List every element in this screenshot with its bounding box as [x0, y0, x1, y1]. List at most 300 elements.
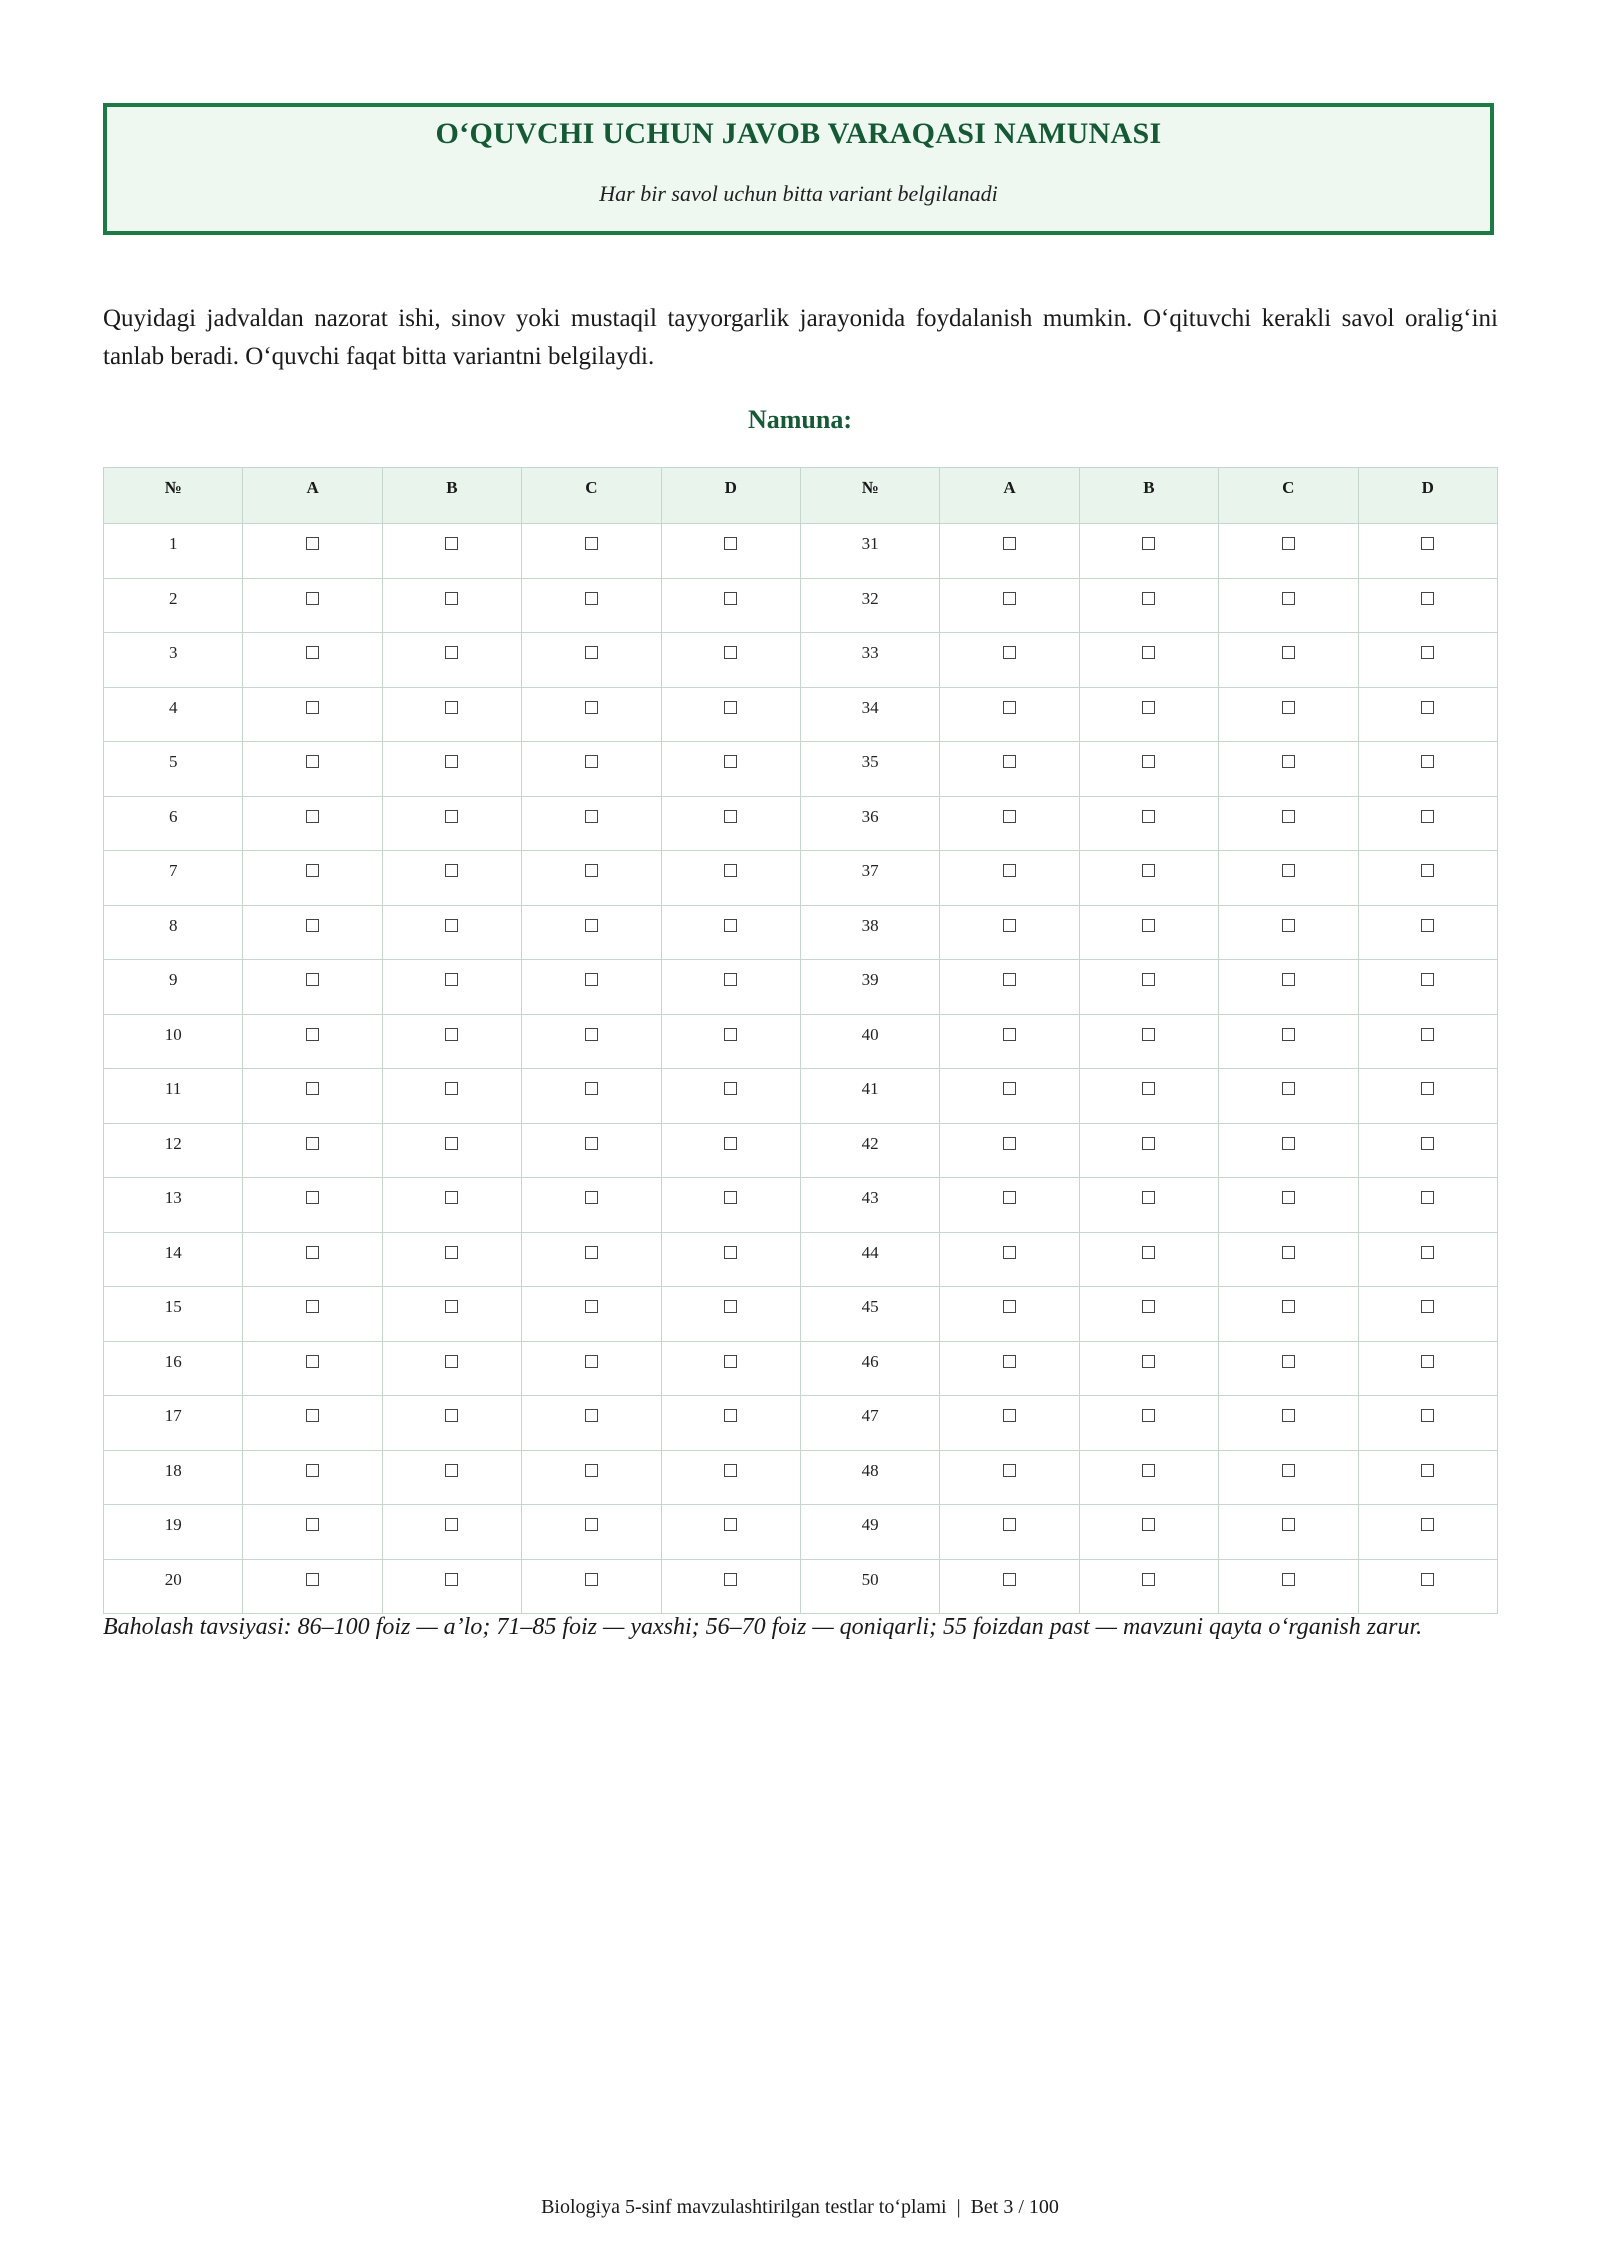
empty-checkbox-icon[interactable]: [306, 646, 319, 659]
option-cell-b-left[interactable]: [382, 796, 521, 851]
empty-checkbox-icon[interactable]: [1003, 973, 1016, 986]
empty-checkbox-icon[interactable]: [306, 1573, 319, 1586]
empty-checkbox-icon[interactable]: [724, 755, 737, 768]
option-cell-b-left[interactable]: [382, 1559, 521, 1614]
option-cell-c-left[interactable]: [522, 1014, 661, 1069]
option-cell-a-left[interactable]: [243, 1123, 382, 1178]
empty-checkbox-icon[interactable]: [1003, 810, 1016, 823]
empty-checkbox-icon[interactable]: [585, 1464, 598, 1477]
empty-checkbox-icon[interactable]: [1421, 1355, 1434, 1368]
option-cell-c-left[interactable]: [522, 1505, 661, 1560]
option-cell-d-left[interactable]: [661, 1341, 800, 1396]
empty-checkbox-icon[interactable]: [724, 1573, 737, 1586]
empty-checkbox-icon[interactable]: [585, 1573, 598, 1586]
option-cell-b-right[interactable]: [1079, 1341, 1218, 1396]
option-cell-d-left[interactable]: [661, 796, 800, 851]
option-cell-c-right[interactable]: [1219, 524, 1358, 579]
option-cell-b-left[interactable]: [382, 1014, 521, 1069]
empty-checkbox-icon[interactable]: [445, 973, 458, 986]
empty-checkbox-icon[interactable]: [306, 919, 319, 932]
option-cell-d-right[interactable]: [1358, 1396, 1497, 1451]
empty-checkbox-icon[interactable]: [1003, 755, 1016, 768]
empty-checkbox-icon[interactable]: [1421, 1246, 1434, 1259]
empty-checkbox-icon[interactable]: [306, 1355, 319, 1368]
option-cell-b-right[interactable]: [1079, 633, 1218, 688]
option-cell-b-right[interactable]: [1079, 1069, 1218, 1124]
empty-checkbox-icon[interactable]: [445, 1355, 458, 1368]
option-cell-c-right[interactable]: [1219, 1396, 1358, 1451]
option-cell-b-left[interactable]: [382, 1178, 521, 1233]
option-cell-b-left[interactable]: [382, 1341, 521, 1396]
empty-checkbox-icon[interactable]: [1282, 864, 1295, 877]
option-cell-a-right[interactable]: [940, 633, 1079, 688]
empty-checkbox-icon[interactable]: [1282, 592, 1295, 605]
option-cell-c-left[interactable]: [522, 1396, 661, 1451]
option-cell-d-left[interactable]: [661, 742, 800, 797]
option-cell-d-right[interactable]: [1358, 905, 1497, 960]
empty-checkbox-icon[interactable]: [724, 701, 737, 714]
option-cell-a-left[interactable]: [243, 1178, 382, 1233]
option-cell-b-right[interactable]: [1079, 524, 1218, 579]
empty-checkbox-icon[interactable]: [1142, 864, 1155, 877]
option-cell-a-left[interactable]: [243, 1396, 382, 1451]
option-cell-b-left[interactable]: [382, 1450, 521, 1505]
option-cell-b-left[interactable]: [382, 851, 521, 906]
option-cell-d-left[interactable]: [661, 1287, 800, 1342]
empty-checkbox-icon[interactable]: [724, 1409, 737, 1422]
empty-checkbox-icon[interactable]: [445, 1246, 458, 1259]
empty-checkbox-icon[interactable]: [1282, 1409, 1295, 1422]
empty-checkbox-icon[interactable]: [724, 810, 737, 823]
empty-checkbox-icon[interactable]: [306, 1191, 319, 1204]
empty-checkbox-icon[interactable]: [1142, 646, 1155, 659]
option-cell-a-left[interactable]: [243, 796, 382, 851]
empty-checkbox-icon[interactable]: [1282, 1300, 1295, 1313]
empty-checkbox-icon[interactable]: [1421, 1409, 1434, 1422]
empty-checkbox-icon[interactable]: [724, 1191, 737, 1204]
option-cell-a-left[interactable]: [243, 1232, 382, 1287]
empty-checkbox-icon[interactable]: [585, 864, 598, 877]
option-cell-c-right[interactable]: [1219, 1069, 1358, 1124]
option-cell-b-left[interactable]: [382, 1123, 521, 1178]
empty-checkbox-icon[interactable]: [1282, 1573, 1295, 1586]
empty-checkbox-icon[interactable]: [724, 592, 737, 605]
option-cell-a-left[interactable]: [243, 578, 382, 633]
option-cell-b-left[interactable]: [382, 578, 521, 633]
option-cell-d-right[interactable]: [1358, 1559, 1497, 1614]
empty-checkbox-icon[interactable]: [306, 1028, 319, 1041]
option-cell-b-left[interactable]: [382, 1232, 521, 1287]
empty-checkbox-icon[interactable]: [724, 973, 737, 986]
option-cell-d-right[interactable]: [1358, 524, 1497, 579]
empty-checkbox-icon[interactable]: [585, 810, 598, 823]
empty-checkbox-icon[interactable]: [1421, 537, 1434, 550]
empty-checkbox-icon[interactable]: [1003, 1300, 1016, 1313]
option-cell-d-right[interactable]: [1358, 1505, 1497, 1560]
option-cell-a-left[interactable]: [243, 1069, 382, 1124]
empty-checkbox-icon[interactable]: [1421, 1191, 1434, 1204]
option-cell-c-right[interactable]: [1219, 578, 1358, 633]
empty-checkbox-icon[interactable]: [445, 1137, 458, 1150]
empty-checkbox-icon[interactable]: [724, 919, 737, 932]
option-cell-a-left[interactable]: [243, 960, 382, 1015]
option-cell-a-right[interactable]: [940, 1123, 1079, 1178]
empty-checkbox-icon[interactable]: [1282, 1464, 1295, 1477]
option-cell-b-right[interactable]: [1079, 1232, 1218, 1287]
option-cell-d-left[interactable]: [661, 1014, 800, 1069]
option-cell-d-left[interactable]: [661, 1232, 800, 1287]
option-cell-b-right[interactable]: [1079, 1123, 1218, 1178]
empty-checkbox-icon[interactable]: [1142, 1300, 1155, 1313]
empty-checkbox-icon[interactable]: [724, 1518, 737, 1531]
option-cell-c-right[interactable]: [1219, 1123, 1358, 1178]
empty-checkbox-icon[interactable]: [1282, 701, 1295, 714]
option-cell-b-left[interactable]: [382, 687, 521, 742]
option-cell-c-left[interactable]: [522, 1559, 661, 1614]
option-cell-a-right[interactable]: [940, 1232, 1079, 1287]
empty-checkbox-icon[interactable]: [306, 755, 319, 768]
empty-checkbox-icon[interactable]: [306, 1137, 319, 1150]
option-cell-b-left[interactable]: [382, 742, 521, 797]
empty-checkbox-icon[interactable]: [585, 592, 598, 605]
empty-checkbox-icon[interactable]: [445, 1464, 458, 1477]
empty-checkbox-icon[interactable]: [1282, 810, 1295, 823]
option-cell-d-right[interactable]: [1358, 578, 1497, 633]
empty-checkbox-icon[interactable]: [1003, 1028, 1016, 1041]
option-cell-c-left[interactable]: [522, 851, 661, 906]
option-cell-a-right[interactable]: [940, 1505, 1079, 1560]
option-cell-a-left[interactable]: [243, 524, 382, 579]
empty-checkbox-icon[interactable]: [306, 701, 319, 714]
empty-checkbox-icon[interactable]: [445, 1300, 458, 1313]
option-cell-a-right[interactable]: [940, 742, 1079, 797]
option-cell-d-left[interactable]: [661, 1123, 800, 1178]
option-cell-c-left[interactable]: [522, 1287, 661, 1342]
option-cell-a-left[interactable]: [243, 851, 382, 906]
empty-checkbox-icon[interactable]: [1003, 537, 1016, 550]
option-cell-d-left[interactable]: [661, 1396, 800, 1451]
option-cell-d-right[interactable]: [1358, 1069, 1497, 1124]
option-cell-b-right[interactable]: [1079, 1505, 1218, 1560]
empty-checkbox-icon[interactable]: [1003, 1464, 1016, 1477]
option-cell-c-right[interactable]: [1219, 1559, 1358, 1614]
option-cell-a-right[interactable]: [940, 905, 1079, 960]
option-cell-d-left[interactable]: [661, 578, 800, 633]
empty-checkbox-icon[interactable]: [1003, 1137, 1016, 1150]
empty-checkbox-icon[interactable]: [1142, 1409, 1155, 1422]
empty-checkbox-icon[interactable]: [445, 646, 458, 659]
empty-checkbox-icon[interactable]: [1421, 1464, 1434, 1477]
option-cell-c-right[interactable]: [1219, 1505, 1358, 1560]
empty-checkbox-icon[interactable]: [585, 1082, 598, 1095]
empty-checkbox-icon[interactable]: [724, 1246, 737, 1259]
option-cell-a-left[interactable]: [243, 1559, 382, 1614]
empty-checkbox-icon[interactable]: [724, 864, 737, 877]
option-cell-c-right[interactable]: [1219, 742, 1358, 797]
option-cell-b-left[interactable]: [382, 1069, 521, 1124]
option-cell-b-left[interactable]: [382, 1396, 521, 1451]
option-cell-c-right[interactable]: [1219, 960, 1358, 1015]
empty-checkbox-icon[interactable]: [445, 701, 458, 714]
option-cell-c-left[interactable]: [522, 960, 661, 1015]
option-cell-b-left[interactable]: [382, 905, 521, 960]
empty-checkbox-icon[interactable]: [1142, 919, 1155, 932]
option-cell-d-right[interactable]: [1358, 1123, 1497, 1178]
option-cell-d-right[interactable]: [1358, 687, 1497, 742]
empty-checkbox-icon[interactable]: [585, 1137, 598, 1150]
option-cell-c-left[interactable]: [522, 1450, 661, 1505]
option-cell-a-left[interactable]: [243, 1450, 382, 1505]
empty-checkbox-icon[interactable]: [1421, 973, 1434, 986]
empty-checkbox-icon[interactable]: [1003, 1409, 1016, 1422]
option-cell-d-left[interactable]: [661, 633, 800, 688]
option-cell-c-right[interactable]: [1219, 1341, 1358, 1396]
option-cell-c-left[interactable]: [522, 633, 661, 688]
empty-checkbox-icon[interactable]: [724, 1464, 737, 1477]
empty-checkbox-icon[interactable]: [724, 1137, 737, 1150]
empty-checkbox-icon[interactable]: [1421, 592, 1434, 605]
empty-checkbox-icon[interactable]: [585, 1409, 598, 1422]
empty-checkbox-icon[interactable]: [1142, 592, 1155, 605]
option-cell-c-left[interactable]: [522, 524, 661, 579]
empty-checkbox-icon[interactable]: [1282, 646, 1295, 659]
empty-checkbox-icon[interactable]: [306, 1082, 319, 1095]
empty-checkbox-icon[interactable]: [445, 1191, 458, 1204]
empty-checkbox-icon[interactable]: [306, 1518, 319, 1531]
option-cell-a-right[interactable]: [940, 1069, 1079, 1124]
option-cell-b-right[interactable]: [1079, 687, 1218, 742]
option-cell-d-left[interactable]: [661, 1178, 800, 1233]
empty-checkbox-icon[interactable]: [1282, 755, 1295, 768]
option-cell-d-right[interactable]: [1358, 1178, 1497, 1233]
empty-checkbox-icon[interactable]: [1421, 1082, 1434, 1095]
option-cell-d-right[interactable]: [1358, 1232, 1497, 1287]
empty-checkbox-icon[interactable]: [585, 1518, 598, 1531]
empty-checkbox-icon[interactable]: [724, 537, 737, 550]
option-cell-b-left[interactable]: [382, 633, 521, 688]
empty-checkbox-icon[interactable]: [306, 592, 319, 605]
empty-checkbox-icon[interactable]: [1142, 1518, 1155, 1531]
option-cell-b-right[interactable]: [1079, 905, 1218, 960]
empty-checkbox-icon[interactable]: [1282, 1191, 1295, 1204]
option-cell-d-right[interactable]: [1358, 796, 1497, 851]
option-cell-b-left[interactable]: [382, 960, 521, 1015]
empty-checkbox-icon[interactable]: [1142, 701, 1155, 714]
empty-checkbox-icon[interactable]: [1003, 864, 1016, 877]
option-cell-b-left[interactable]: [382, 1505, 521, 1560]
option-cell-a-right[interactable]: [940, 687, 1079, 742]
option-cell-d-left[interactable]: [661, 1505, 800, 1560]
empty-checkbox-icon[interactable]: [1421, 810, 1434, 823]
empty-checkbox-icon[interactable]: [585, 1246, 598, 1259]
option-cell-a-right[interactable]: [940, 1559, 1079, 1614]
empty-checkbox-icon[interactable]: [1421, 1028, 1434, 1041]
option-cell-d-right[interactable]: [1358, 742, 1497, 797]
option-cell-a-right[interactable]: [940, 1287, 1079, 1342]
empty-checkbox-icon[interactable]: [1282, 919, 1295, 932]
empty-checkbox-icon[interactable]: [445, 919, 458, 932]
empty-checkbox-icon[interactable]: [585, 1300, 598, 1313]
empty-checkbox-icon[interactable]: [1142, 1082, 1155, 1095]
empty-checkbox-icon[interactable]: [1421, 1573, 1434, 1586]
empty-checkbox-icon[interactable]: [306, 973, 319, 986]
empty-checkbox-icon[interactable]: [1421, 646, 1434, 659]
option-cell-a-right[interactable]: [940, 1396, 1079, 1451]
empty-checkbox-icon[interactable]: [1003, 646, 1016, 659]
option-cell-b-right[interactable]: [1079, 1396, 1218, 1451]
option-cell-d-left[interactable]: [661, 687, 800, 742]
option-cell-a-right[interactable]: [940, 524, 1079, 579]
option-cell-b-right[interactable]: [1079, 796, 1218, 851]
empty-checkbox-icon[interactable]: [1003, 1573, 1016, 1586]
option-cell-b-right[interactable]: [1079, 1014, 1218, 1069]
option-cell-c-right[interactable]: [1219, 687, 1358, 742]
option-cell-c-left[interactable]: [522, 1123, 661, 1178]
empty-checkbox-icon[interactable]: [1003, 1082, 1016, 1095]
empty-checkbox-icon[interactable]: [1142, 1137, 1155, 1150]
empty-checkbox-icon[interactable]: [1282, 537, 1295, 550]
option-cell-a-right[interactable]: [940, 851, 1079, 906]
empty-checkbox-icon[interactable]: [445, 810, 458, 823]
option-cell-d-right[interactable]: [1358, 633, 1497, 688]
option-cell-d-left[interactable]: [661, 524, 800, 579]
empty-checkbox-icon[interactable]: [1003, 592, 1016, 605]
option-cell-d-right[interactable]: [1358, 1014, 1497, 1069]
option-cell-c-right[interactable]: [1219, 796, 1358, 851]
empty-checkbox-icon[interactable]: [1142, 1191, 1155, 1204]
option-cell-d-left[interactable]: [661, 1559, 800, 1614]
empty-checkbox-icon[interactable]: [1421, 864, 1434, 877]
empty-checkbox-icon[interactable]: [445, 1082, 458, 1095]
empty-checkbox-icon[interactable]: [1003, 1191, 1016, 1204]
empty-checkbox-icon[interactable]: [1142, 810, 1155, 823]
empty-checkbox-icon[interactable]: [724, 1082, 737, 1095]
empty-checkbox-icon[interactable]: [1142, 755, 1155, 768]
option-cell-c-right[interactable]: [1219, 1178, 1358, 1233]
empty-checkbox-icon[interactable]: [1421, 701, 1434, 714]
option-cell-b-right[interactable]: [1079, 742, 1218, 797]
option-cell-c-left[interactable]: [522, 796, 661, 851]
empty-checkbox-icon[interactable]: [1142, 1355, 1155, 1368]
option-cell-a-left[interactable]: [243, 1287, 382, 1342]
empty-checkbox-icon[interactable]: [1003, 1518, 1016, 1531]
empty-checkbox-icon[interactable]: [1282, 1082, 1295, 1095]
empty-checkbox-icon[interactable]: [585, 755, 598, 768]
empty-checkbox-icon[interactable]: [1421, 1518, 1434, 1531]
empty-checkbox-icon[interactable]: [306, 1246, 319, 1259]
empty-checkbox-icon[interactable]: [445, 1573, 458, 1586]
option-cell-d-left[interactable]: [661, 905, 800, 960]
empty-checkbox-icon[interactable]: [1282, 1518, 1295, 1531]
empty-checkbox-icon[interactable]: [585, 646, 598, 659]
empty-checkbox-icon[interactable]: [306, 1464, 319, 1477]
empty-checkbox-icon[interactable]: [1282, 973, 1295, 986]
empty-checkbox-icon[interactable]: [585, 701, 598, 714]
empty-checkbox-icon[interactable]: [1421, 919, 1434, 932]
option-cell-d-left[interactable]: [661, 1450, 800, 1505]
empty-checkbox-icon[interactable]: [585, 1355, 598, 1368]
empty-checkbox-icon[interactable]: [1142, 1028, 1155, 1041]
option-cell-b-right[interactable]: [1079, 1450, 1218, 1505]
option-cell-d-right[interactable]: [1358, 960, 1497, 1015]
empty-checkbox-icon[interactable]: [724, 1355, 737, 1368]
empty-checkbox-icon[interactable]: [585, 973, 598, 986]
option-cell-c-right[interactable]: [1219, 905, 1358, 960]
empty-checkbox-icon[interactable]: [1142, 1246, 1155, 1259]
option-cell-d-right[interactable]: [1358, 1341, 1497, 1396]
option-cell-d-left[interactable]: [661, 960, 800, 1015]
option-cell-a-right[interactable]: [940, 960, 1079, 1015]
option-cell-c-right[interactable]: [1219, 851, 1358, 906]
option-cell-a-left[interactable]: [243, 1341, 382, 1396]
empty-checkbox-icon[interactable]: [1282, 1137, 1295, 1150]
option-cell-b-right[interactable]: [1079, 851, 1218, 906]
empty-checkbox-icon[interactable]: [1003, 701, 1016, 714]
option-cell-b-left[interactable]: [382, 524, 521, 579]
option-cell-b-right[interactable]: [1079, 1559, 1218, 1614]
empty-checkbox-icon[interactable]: [724, 646, 737, 659]
option-cell-c-right[interactable]: [1219, 633, 1358, 688]
option-cell-a-left[interactable]: [243, 905, 382, 960]
option-cell-b-right[interactable]: [1079, 578, 1218, 633]
empty-checkbox-icon[interactable]: [1142, 973, 1155, 986]
option-cell-b-right[interactable]: [1079, 1287, 1218, 1342]
empty-checkbox-icon[interactable]: [445, 1028, 458, 1041]
option-cell-b-left[interactable]: [382, 1287, 521, 1342]
option-cell-c-left[interactable]: [522, 687, 661, 742]
option-cell-a-right[interactable]: [940, 1178, 1079, 1233]
option-cell-a-left[interactable]: [243, 742, 382, 797]
empty-checkbox-icon[interactable]: [585, 537, 598, 550]
empty-checkbox-icon[interactable]: [306, 810, 319, 823]
option-cell-d-right[interactable]: [1358, 1450, 1497, 1505]
option-cell-d-right[interactable]: [1358, 1287, 1497, 1342]
option-cell-c-left[interactable]: [522, 742, 661, 797]
empty-checkbox-icon[interactable]: [306, 864, 319, 877]
empty-checkbox-icon[interactable]: [445, 537, 458, 550]
option-cell-a-right[interactable]: [940, 1014, 1079, 1069]
option-cell-c-left[interactable]: [522, 1341, 661, 1396]
empty-checkbox-icon[interactable]: [1421, 1137, 1434, 1150]
empty-checkbox-icon[interactable]: [1003, 1246, 1016, 1259]
option-cell-b-right[interactable]: [1079, 1178, 1218, 1233]
option-cell-c-right[interactable]: [1219, 1287, 1358, 1342]
option-cell-a-right[interactable]: [940, 578, 1079, 633]
empty-checkbox-icon[interactable]: [1142, 1573, 1155, 1586]
empty-checkbox-icon[interactable]: [585, 1191, 598, 1204]
option-cell-a-right[interactable]: [940, 1341, 1079, 1396]
option-cell-c-left[interactable]: [522, 1232, 661, 1287]
empty-checkbox-icon[interactable]: [445, 592, 458, 605]
empty-checkbox-icon[interactable]: [1421, 755, 1434, 768]
option-cell-c-left[interactable]: [522, 1178, 661, 1233]
option-cell-c-right[interactable]: [1219, 1014, 1358, 1069]
empty-checkbox-icon[interactable]: [1421, 1300, 1434, 1313]
empty-checkbox-icon[interactable]: [445, 864, 458, 877]
empty-checkbox-icon[interactable]: [445, 755, 458, 768]
option-cell-a-left[interactable]: [243, 687, 382, 742]
empty-checkbox-icon[interactable]: [1003, 1355, 1016, 1368]
option-cell-a-right[interactable]: [940, 1450, 1079, 1505]
empty-checkbox-icon[interactable]: [1142, 537, 1155, 550]
option-cell-d-left[interactable]: [661, 1069, 800, 1124]
option-cell-c-left[interactable]: [522, 1069, 661, 1124]
empty-checkbox-icon[interactable]: [445, 1518, 458, 1531]
option-cell-d-right[interactable]: [1358, 851, 1497, 906]
empty-checkbox-icon[interactable]: [585, 919, 598, 932]
empty-checkbox-icon[interactable]: [1282, 1028, 1295, 1041]
option-cell-c-left[interactable]: [522, 578, 661, 633]
